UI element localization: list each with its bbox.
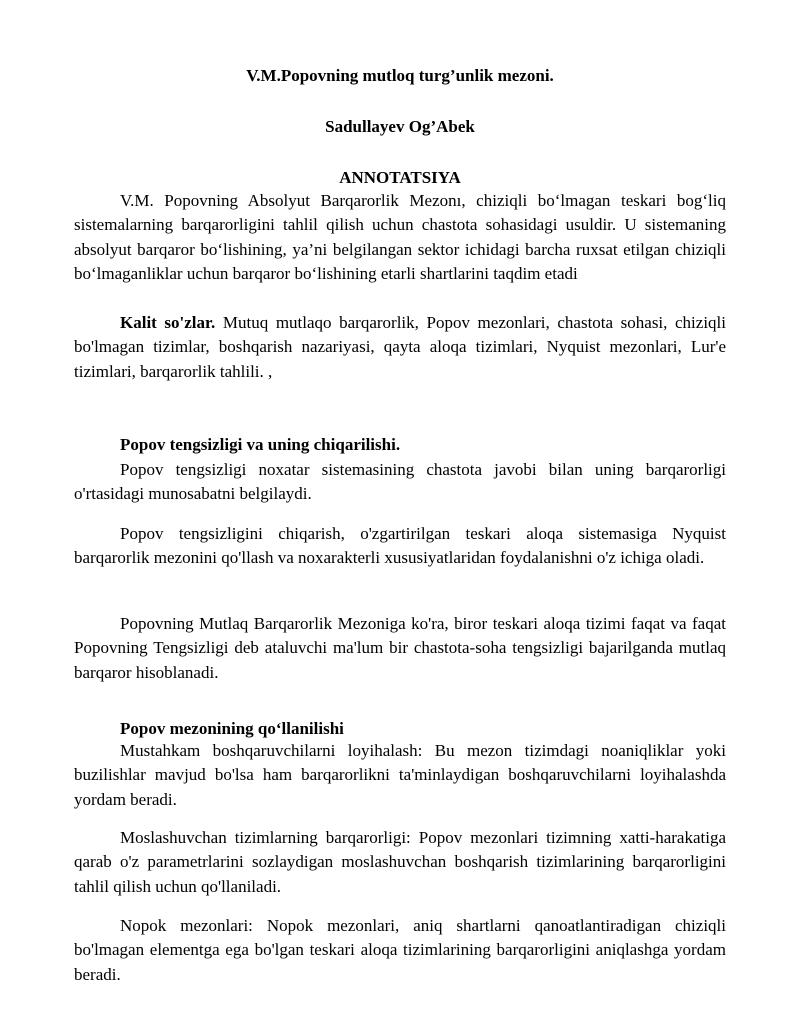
annotation-heading: ANNOTATSIYA [339, 168, 461, 187]
section2-paragraph: Moslashuvchan tizimlarning barqarorligi: Popov mezonlari tizimning xatti-harakatiga qarab o'z parametrlarini sozlaydigan moslashuvchan boshqarish tizimlarining barqarorligini tahlil qilish uchun qo'llaniladi. [74, 828, 726, 896]
section2-paragraph: Mustahkam boshqaruvchilarni loyihalash: Bu mezon tizimdagi noaniqliklar yoki buzilishlar mavjud bo'lsa ham barqarorlikni ta'minlaydigan boshqaruvchilarni loyihalashda yordam beradi. [74, 741, 726, 809]
annotation-paragraph: V.M. Popovning Absolyut Barqarorlik Mezonı, chiziqli bo‘lmagan teskari bog‘liq sistemalarning barqarorligini tahlil qilish uchun chastota sohasidagi usuldir. U sistemaning absolyut barqaror bo‘lishining, ya’ni belgilangan sektor ichidagi barcha ruxsat etilgan chiziqli bo‘lmaganliklar uchun barqaror bo‘lishining etarli shartlarini taqdim etadi [74, 191, 726, 283]
section1-paragraph: Popovning Mutlaq Barqarorlik Mezoniga ko'ra, biror teskari aloqa tizimi faqat va faqat Popovning Tengsizligi deb ataluvchi ma'lum bir chastota-soha tengsizligi bajarilganda mutlaq barqaror hisoblanadi. [74, 614, 726, 682]
section1-paragraph: Popov tengsizligi noxatar sistemasining chastota javobi bilan uning barqarorligi o'rtasidagi munosabatni belgilaydi. [74, 460, 726, 504]
document-title: V.M.Popovning mutloq turg’unlik mezoni. [246, 66, 554, 85]
keywords-paragraph [74, 311, 726, 384]
section-heading-popov-application: Popov mezonining qo‘llanilishi [120, 719, 344, 738]
keywords-text: Mutuq mutlaqo barqarorlik, Popov mezonlari, chastota sohasi, chiziqli bo'lmagan tizimlar, boshqarish nazariyasi, qayta aloqa tizimlari, Nyquist mezonlari, Lur'e tizimlari, barqarorlik tahlili. , [74, 313, 726, 381]
section2-paragraph: Nopok mezonlari: Nopok mezonlari, aniq shartlarni qanoatlantiradigan chiziqli bo'lmagan elementga ega bo'lgan teskari aloqa tizimlarining barqarorligini aniqlashga yordam beradi. [74, 916, 726, 984]
author-name: Sadullayev Og’Abek [325, 117, 475, 136]
section-heading-popov-inequality: Popov tengsizligi va uning chiqarilishi. [120, 435, 401, 454]
section1-paragraph: Popov tengsizligini chiqarish, o'zgartirilgan teskari aloqa sistemasiga Nyquist barqarorlik mezonini qo'llash va noxarakterli xususiyatlaridan foydalanishni o'z ichiga oladi. [74, 524, 726, 568]
keywords-label: Kalit so'zlar. [120, 313, 216, 332]
